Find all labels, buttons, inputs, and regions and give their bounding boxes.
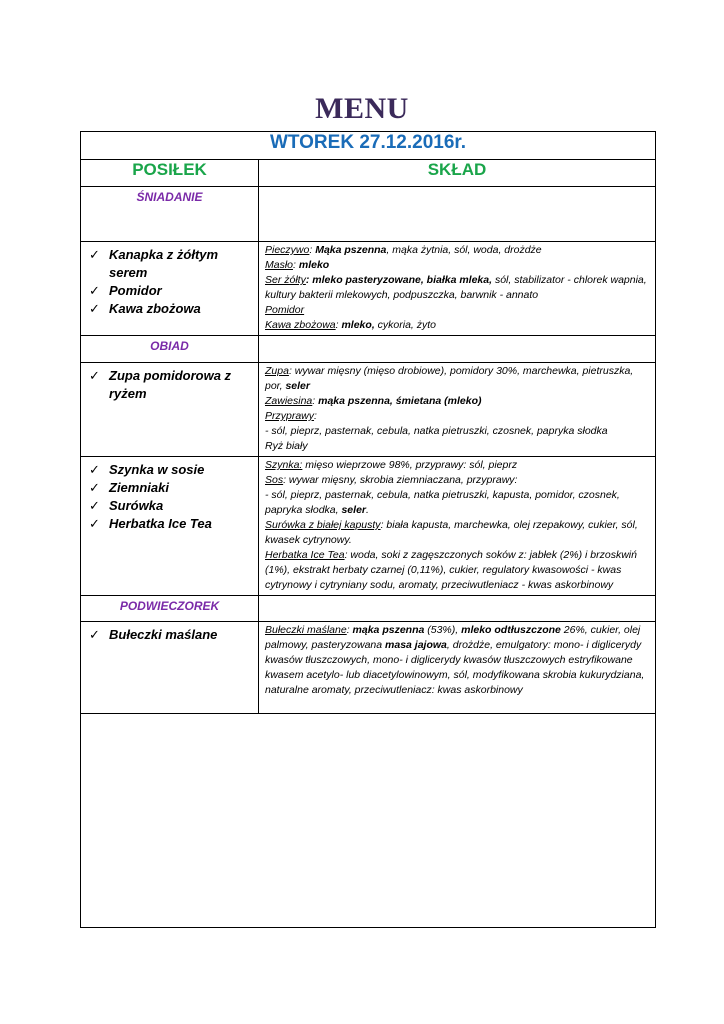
header-row [81,160,656,187]
meal-empty-cell [259,336,656,363]
soup-ingredients: Zupa: wywar mięsny (mięso drobiowe), pomidory 30%, marchewka, pietruszka, por, seler Zawiesina: mąka pszenna, śmietana (mleko) Przyprawy: - sól, pieprz, pasternak, cebula, natka pietruszki, czosnek, papryka słodka Ryż biały [259,363,656,457]
check-icon: ✓ [89,516,100,531]
header-ingredients: SKŁAD [259,160,656,187]
snack-ingredients: Bułeczki maślane: mąka pszenna (53%), mleko odtłuszczone 26%, cukier, olej palmowy, pasteryzowana masa jajowa, drożdże, emulgatory: mono- i diglicerydy kwasów tłuszczowych, mono- i diglicerydy kwasów tłuszczowych estryfikowane kwasem acetylo- lub diacetylowinowym, sól, modyfikowana skrobia kukurydziana, naturalne aromaty, przeciwutleniacz: kwas askorbinowy [259,622,656,714]
breakfast-ingredients: Pieczywo: Mąka pszenna, mąka żytnia, sól, woda, drożdże Masło: mleko Ser żółty: mleko pasteryzowane, białka mleka, sól, stabilizator - chlorek wapnia, kultury bakterii mlekowych, podpuszczka, barwnik - annato Pomidor Kawa zbożowa: mleko, cykoria, żyto [259,242,656,336]
check-icon: ✓ [89,283,100,298]
list-item: ✓ Pomidor [89,283,162,298]
meal-empty-cell [259,596,656,622]
menu-table [80,131,656,928]
header-meal: POSIŁEK [81,160,259,187]
check-icon: ✓ [89,301,100,316]
meal-label-breakfast: ŚNIADANIE [81,187,259,242]
meal-empty-cell [259,187,656,242]
snack-row [81,622,656,714]
list-item: ✓ Surówka [89,498,164,513]
meal-label-snack: PODWIECZOREK [81,596,259,622]
empty-row [81,714,656,928]
list-item: ✓ Kanapka z żółtym serem [89,247,219,280]
list-item: ✓ Szynka w sosie [89,462,205,477]
main-ingredients: Szynka: mięso wieprzowe 98%, przyprawy: sól, pieprz Sos: wywar mięsny, skrobia ziemniaczana, przyprawy: - sól, pieprz, pasternak, cebula, natka pietruszki, kapusta, pomidor, czosnek, papryka słodka, seler. Surówka z białej kapusty: biała kapusta, marchewka, olej rzepakowy, cukier, sól, kwasek cytrynowy. Herbatka Ice Tea: woda, soki z zagęszczonych soków z: jabłek (2%) i brzoskwiń (1%), ekstrakt herbaty czarnej (0,11%), cukier, regulatory kwasowości - kwas cytrynowy i cytryniany sodu, aromaty, przeciwutleniacz - kwas askorbinowy [259,457,656,596]
check-icon: ✓ [89,480,100,495]
snack-dishes [81,622,259,714]
check-icon: ✓ [89,368,100,383]
soup-row [81,363,656,457]
day-row [81,132,656,160]
list-item: ✓ Herbatka Ice Tea [89,516,212,531]
list-item: ✓ Ziemniaki [89,480,169,495]
check-icon: ✓ [89,498,100,513]
meal-label-lunch: OBIAD [81,336,259,363]
check-icon: ✓ [89,247,100,262]
main-course-row [81,457,656,596]
empty-cell [81,714,656,928]
list-item: ✓ Zupa pomidorowa z ryżem [89,368,232,401]
soup-dishes [81,363,259,457]
day-heading: WTOREK 27.12.2016r. [81,132,656,160]
meal-row-snack [81,596,656,622]
check-icon: ✓ [89,462,100,477]
meal-row-breakfast [81,187,656,242]
list-item: ✓ Kawa zbożowa [89,301,201,316]
breakfast-dishes-row [81,242,656,336]
page-title: MENU [315,92,409,125]
list-item: ✓ Bułeczki maślane [89,627,218,642]
check-icon: ✓ [89,627,100,642]
meal-row-lunch [81,336,656,363]
breakfast-dishes [81,242,259,336]
main-dishes [81,457,259,596]
